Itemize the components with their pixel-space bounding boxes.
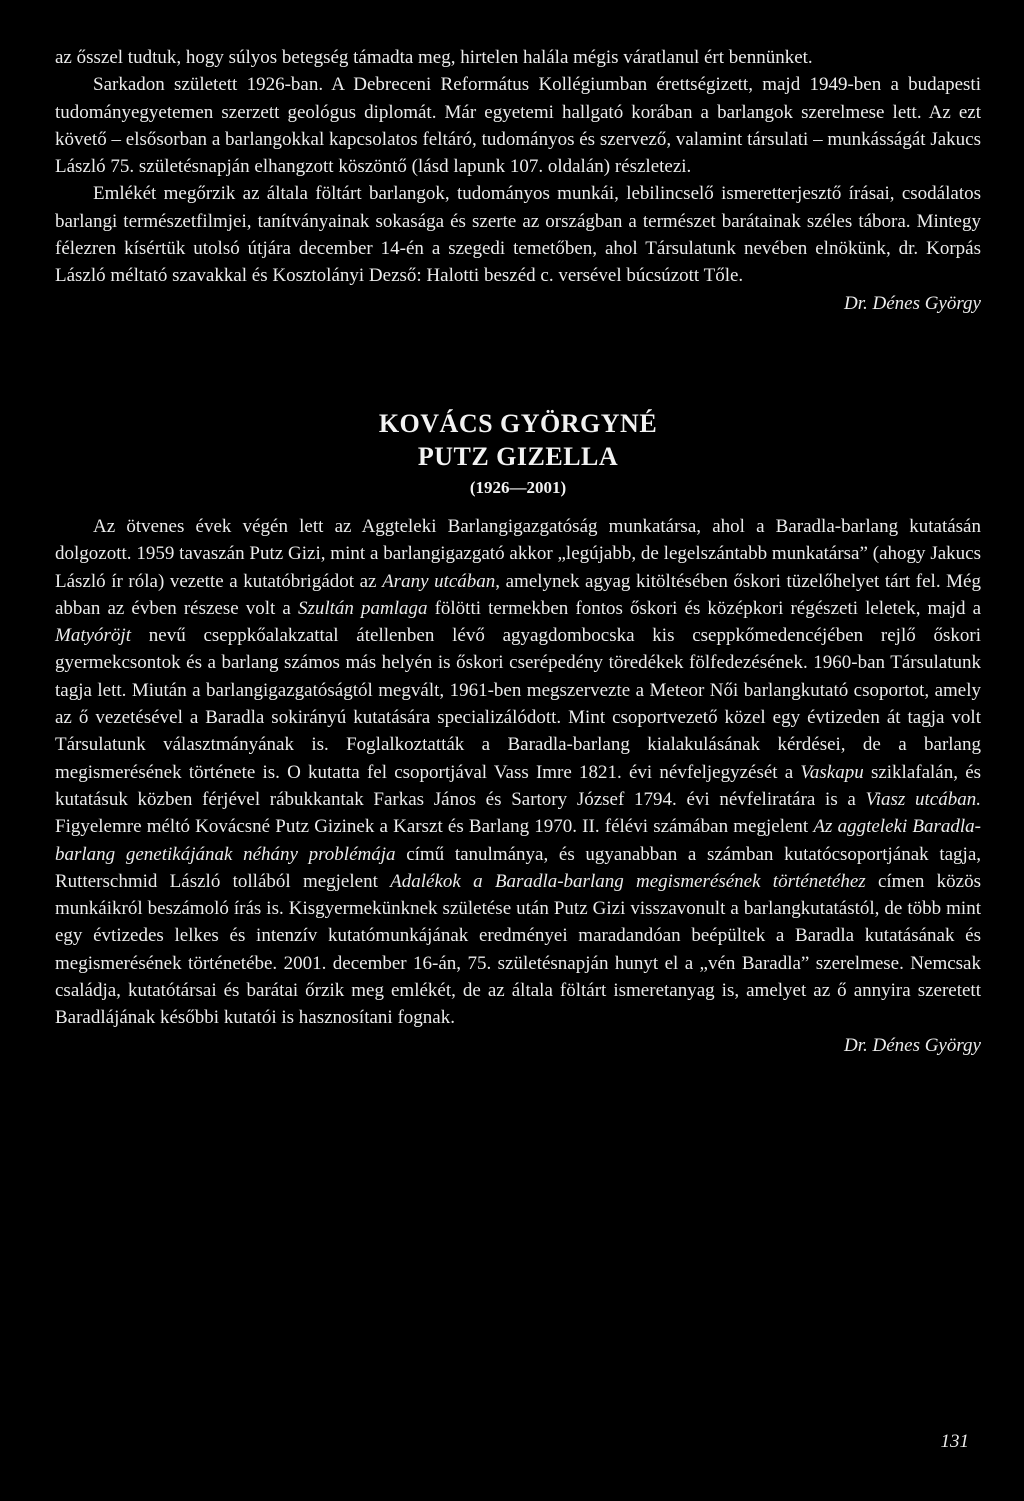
italic-place-name: Szultán pamlaga bbox=[297, 597, 428, 619]
italic-place-name: Vaskapu bbox=[800, 761, 864, 783]
article-title-line2: PUTZ GIZELLA bbox=[417, 442, 619, 471]
text-run: , amelynek agyag kitöltésében őskori tüzelőhelyet tárt fel. Még abban az évben részese volt a bbox=[55, 570, 981, 619]
article-dr-korpas-obituary-end bbox=[55, 44, 981, 317]
italic-place-name: Viasz utcában. bbox=[865, 788, 981, 810]
text-run: sziklafalán, és kutatásuk közben férjével rábukkantak Farkas János és Sartory József 1794. évi névfeliratára is a bbox=[55, 761, 982, 810]
page-number: 131 bbox=[940, 1431, 969, 1452]
paragraph: Emlékét megőrzik az általa föltárt barlangok, tudományos munkái, lebilincselő ismeretterjesztő írásai, csodálatos barlangi természetfilmjei, tanítványainak sokasága és szerte az országban a természet barátainak széles tábora. Mintegy félezren kísértük utolsó útjára december 14-én a szegedi temetőben, ahol Társulatunk nevében elnökünk, dr. Korpás László méltató szavakkal és Kosztolányi Dezső: Halotti beszéd c. versével búcsúzott Tőle. bbox=[55, 183, 981, 287]
article-heading-block bbox=[55, 407, 981, 501]
italic-publication-title: Az aggteleki Baradla-barlang genetikájának néhány problémája bbox=[55, 816, 982, 865]
text-run: címen közös munkáikról beszámoló írás is. Kisgyermekünknek születése után Putz Gizi visszavonult a barlangkutatástól, de több mint egy évtizedes lelkes és intenzív kutatómunkájának eredményei maradandóan beépültek a Baradla kutatásának és megismerésének történetébe. 2001. december 16-án, 75. születésnapján hunyt el a „vén Baradla” szerelmese. Nemcsak családja, kutatótársai és barátai őrzik meg emlékét, de az általa föltárt ismeretanyag is, amelyet az ő annyira szeretett Baradlájának későbbi kutatói is hasznosítani fognak. bbox=[55, 870, 982, 1029]
italic-place-name: Matyóröjt bbox=[55, 625, 131, 647]
article-years: (1926—2001) bbox=[469, 478, 567, 497]
italic-place-name: Arany utcában bbox=[382, 570, 496, 592]
article-kovacs-gyorgyne bbox=[55, 513, 981, 1059]
text-run: című tanulmánya, és ugyanabban a számban kutatócsoportjának tagja, Rutterschmid László tollából megjelent bbox=[55, 843, 982, 892]
article-title-line1: KOVÁCS GYÖRGYNÉ bbox=[378, 409, 658, 438]
italic-publication-title: Adalékok a Baradla-barlang megismerésének történetéhez bbox=[390, 870, 866, 892]
paragraph: Sarkadon született 1926-ban. A Debreceni Református Kollégiumban érettségizett, majd 1949-ben a budapesti tudományegyetemen szerzett geológus diplomát. Már egyetemi hallgató korában a barlangok szerelmese lett. Az ezt követő – elsősorban a barlangokkal kapcsolatos feltáró, tudományos és szervező, valamint társulati – munkásságát Jakucs László 75. születésnapján elhangzott köszöntő (lásd lapunk 107. oldalán) részletezi. bbox=[55, 74, 981, 178]
author-signature: Dr. Dénes György bbox=[843, 1034, 981, 1056]
text-run: nevű cseppkőalakzattal átellenben lévő agyagdombocska kis cseppkőmedencéjében rejlő őskori gyermekcsontok és a barlang számos más helyén is őskori cserépedény töredékek fölfedezésének. 1960-ban Társulatunk tagja lett. Miután a barlangigazgatóságtól megvált, 1961-ben megszervezte a Meteor Női barlangkutató csoportot, amely az ő vezetésével a Baradla sokirányú kutatására specializálódott. Mint csoportvezető közel egy évtizeden át tagja volt Társulatunk választmányának is. Foglalkoztatták a Baradla-barlang kialakulásának kérdései, de a barlang megismerésének története is. O kutatta fel csoportjával Vass Imre 1821. évi névfeljegyzését a bbox=[55, 625, 982, 783]
paragraph: az ősszel tudtuk, hogy súlyos betegség támadta meg, hirtelen halála mégis váratlanul ért bennünket. bbox=[55, 47, 813, 68]
author-signature: Dr. Dénes György bbox=[843, 292, 981, 314]
text-run: Az ötvenes évek végén lett az Aggteleki Barlangigazgatóság munkatársa, ahol a Baradla-barlang kutatásán dolgozott. 1959 tavaszán Putz Gizi, mint a barlangigazgató akkor „legújabb, de legelszántabb munkatársa” (ahogy Jakucs László ír róla) vezette a kutatóbrigádot az bbox=[55, 516, 981, 592]
paragraph bbox=[55, 513, 981, 1032]
text-run: Figyelemre méltó Kovácsné Putz Gizinek a Karszt és Barlang 1970. II. félévi számában megjelent bbox=[55, 816, 809, 838]
text-run: fölötti termekben fontos őskori és középkori régészeti leletek, majd a bbox=[434, 597, 982, 619]
